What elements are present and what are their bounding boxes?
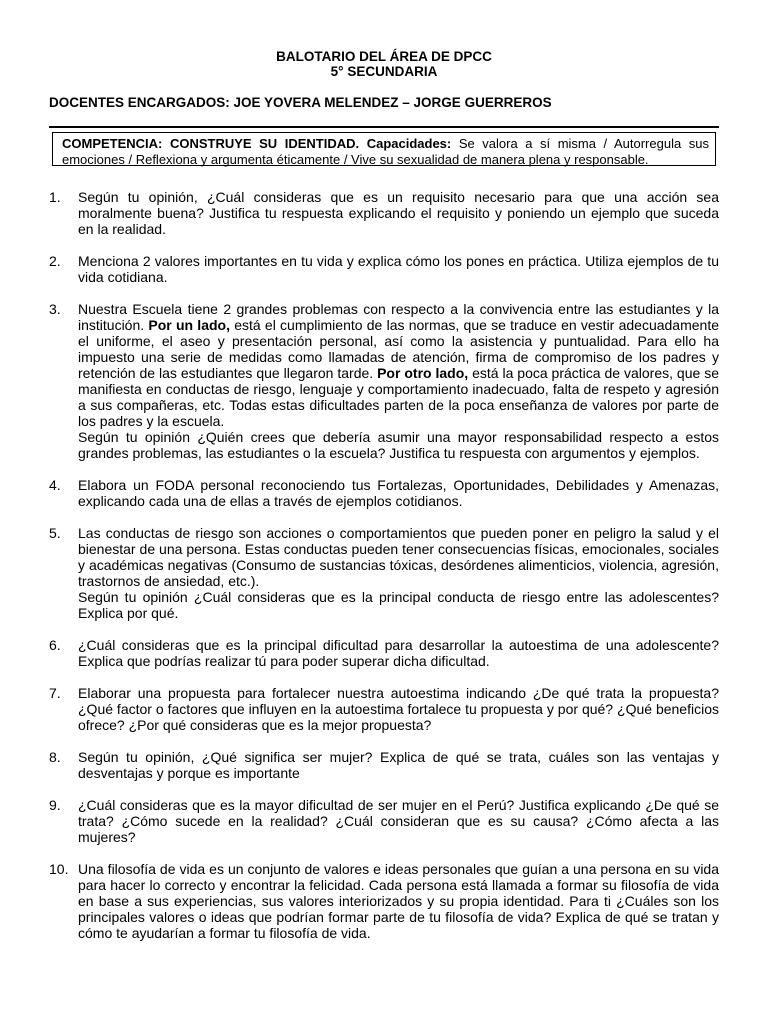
question-text (78, 861, 719, 941)
question-paragraph: Menciona 2 valores importantes en tu vida y explica cómo los pones en práctica. Utiliza ejemplos de tu vida cotidiana. (78, 253, 719, 285)
question-paragraph: Una filosofía de vida es un conjunto de valores e ideas personales que guían a una persona en su vida para hacer lo correcto y encontrar la felicidad. Cada persona está llamada a formar su filosofía de vida en base a sus experiencias, sus valores interiorizados y su propia identidad. Para ti ¿Cuáles son los principales valores o ideas que podrían formar parte de tu filosofía de vida? Explica de qué se tratan y cómo te ayudarían a formar tu filosofía de vida. (78, 861, 719, 941)
question-paragraph: ¿Cuál consideras que es la principal dificultad para desarrollar la autoestima de una adolescente? Explica que podrías realizar tú para poder superar dicha dificultad. (78, 637, 719, 669)
question-item (49, 301, 719, 461)
question-item (49, 525, 719, 621)
capacities-label: Capacidades: (366, 136, 452, 151)
competence-label: COMPETENCIA: CONSTRUYE SU IDENTIDAD. (62, 136, 360, 151)
question-text (78, 685, 719, 733)
question-text (78, 749, 719, 781)
question-text (78, 301, 719, 461)
question-number: 9. (49, 797, 61, 813)
question-number: 8. (49, 749, 61, 765)
question-paragraph: Según tu opinión ¿Quién crees que debería asumir una mayor responsabilidad respecto a estos grandes problemas, las estudiantes o la escuela? Justifica tu respuesta con argumentos y ejemplos. (78, 429, 719, 461)
question-number: 1. (49, 189, 61, 205)
question-text (78, 797, 719, 845)
question-paragraph: Según tu opinión ¿Cuál consideras que es la principal conducta de riesgo entre las adolescentes? Explica por qué. (78, 589, 719, 621)
question-item (49, 685, 719, 733)
question-paragraph: ¿Cuál consideras que es la mayor dificultad de ser mujer en el Perú? Justifica explicando ¿De qué se trata? ¿Cómo sucede en la realidad? ¿Cuál consideran que es su causa? ¿Cómo afecta a las mujeres? (78, 797, 719, 845)
question-paragraph: Según tu opinión, ¿Cuál consideras que es un requisito necesario para que una acción sea moralmente buena? Justifica tu respuesta explicando el requisito y poniendo un ejemplo que suceda en la realidad. (78, 189, 719, 237)
question-paragraph: Nuestra Escuela tiene 2 grandes problemas con respecto a la convivencia entre las estudiantes y la institución. Por un lado, está el cumplimiento de las normas, que se traduce en vestir adecuadamente el uniforme, el aseo y presentación personal, así como la asistencia y puntualidad. Para ello ha impuesto una serie de medidas como llamadas de atención, firma de compromiso de los padres y retención de las estudiantes que llegaron tarde. Por otro lado, está la poca práctica de valores, que se manifiesta en conductas de riesgo, lenguaje y comportamiento inadecuado, falta de respeto y agresión a sus compañeras, etc. Todas estas dificultades parten de la poca enseñanza de valores por parte de los padres y la escuela. (78, 301, 719, 429)
question-number: 3. (49, 301, 61, 317)
question-paragraph: Elaborar una propuesta para fortalecer nuestra autoestima indicando ¿De qué trata la propuesta? ¿Qué factor o factores que influyen en la autoestima fortalece tu propuesta y por qué? ¿Qué beneficios ofrece? ¿Por qué consideras que es la mejor propuesta? (78, 685, 719, 733)
competence-box (52, 132, 716, 166)
document-subtitle: 5° SECUNDARIA (330, 64, 438, 79)
question-item (49, 749, 719, 781)
question-text (78, 189, 719, 237)
divider-rule (49, 126, 719, 128)
question-number: 6. (49, 637, 61, 653)
question-number: 7. (49, 685, 61, 701)
question-item (49, 189, 719, 237)
question-paragraph: Elabora un FODA personal reconociendo tus Fortalezas, Oportunidades, Debilidades y Amenazas, explicando cada una de ellas a través de ejemplos cotidianos. (78, 477, 719, 509)
question-paragraph: Las conductas de riesgo son acciones o comportamientos que pueden poner en peligro la salud y el bienestar de una persona. Estas conductas pueden tener consecuencias físicas, emocionales, sociales y académicas negativas (Consumo de sustancias tóxicas, desórdenes alimenticios, violencia, agresión, trastornos de ansiedad, etc.). (78, 525, 719, 589)
question-number: 5. (49, 525, 61, 541)
question-number: 2. (49, 253, 61, 269)
teachers-line: DOCENTES ENCARGADOS: JOE YOVERA MELENDEZ – JORGE GUERREROS (49, 95, 552, 110)
question-number: 4. (49, 477, 61, 493)
question-text (78, 525, 719, 621)
question-list (49, 189, 719, 941)
question-item (49, 477, 719, 509)
question-paragraph: Según tu opinión, ¿Qué significa ser mujer? Explica de qué se trata, cuáles son las ventajas y desventajas y porque es importante (78, 749, 719, 781)
question-text (78, 637, 719, 669)
document-title: BALOTARIO DEL ÁREA DE DPCC (276, 49, 492, 64)
question-item (49, 861, 719, 941)
question-number: 10. (49, 861, 69, 877)
question-item (49, 797, 719, 845)
question-item (49, 637, 719, 669)
question-text (78, 253, 719, 285)
capacities-text: Se valora a sí misma / Autorregula sus emociones / Reflexiona y argumenta éticamente / Vive su sexualidad de manera plena y responsable. (62, 136, 709, 167)
question-text (78, 477, 719, 509)
question-item (49, 253, 719, 285)
